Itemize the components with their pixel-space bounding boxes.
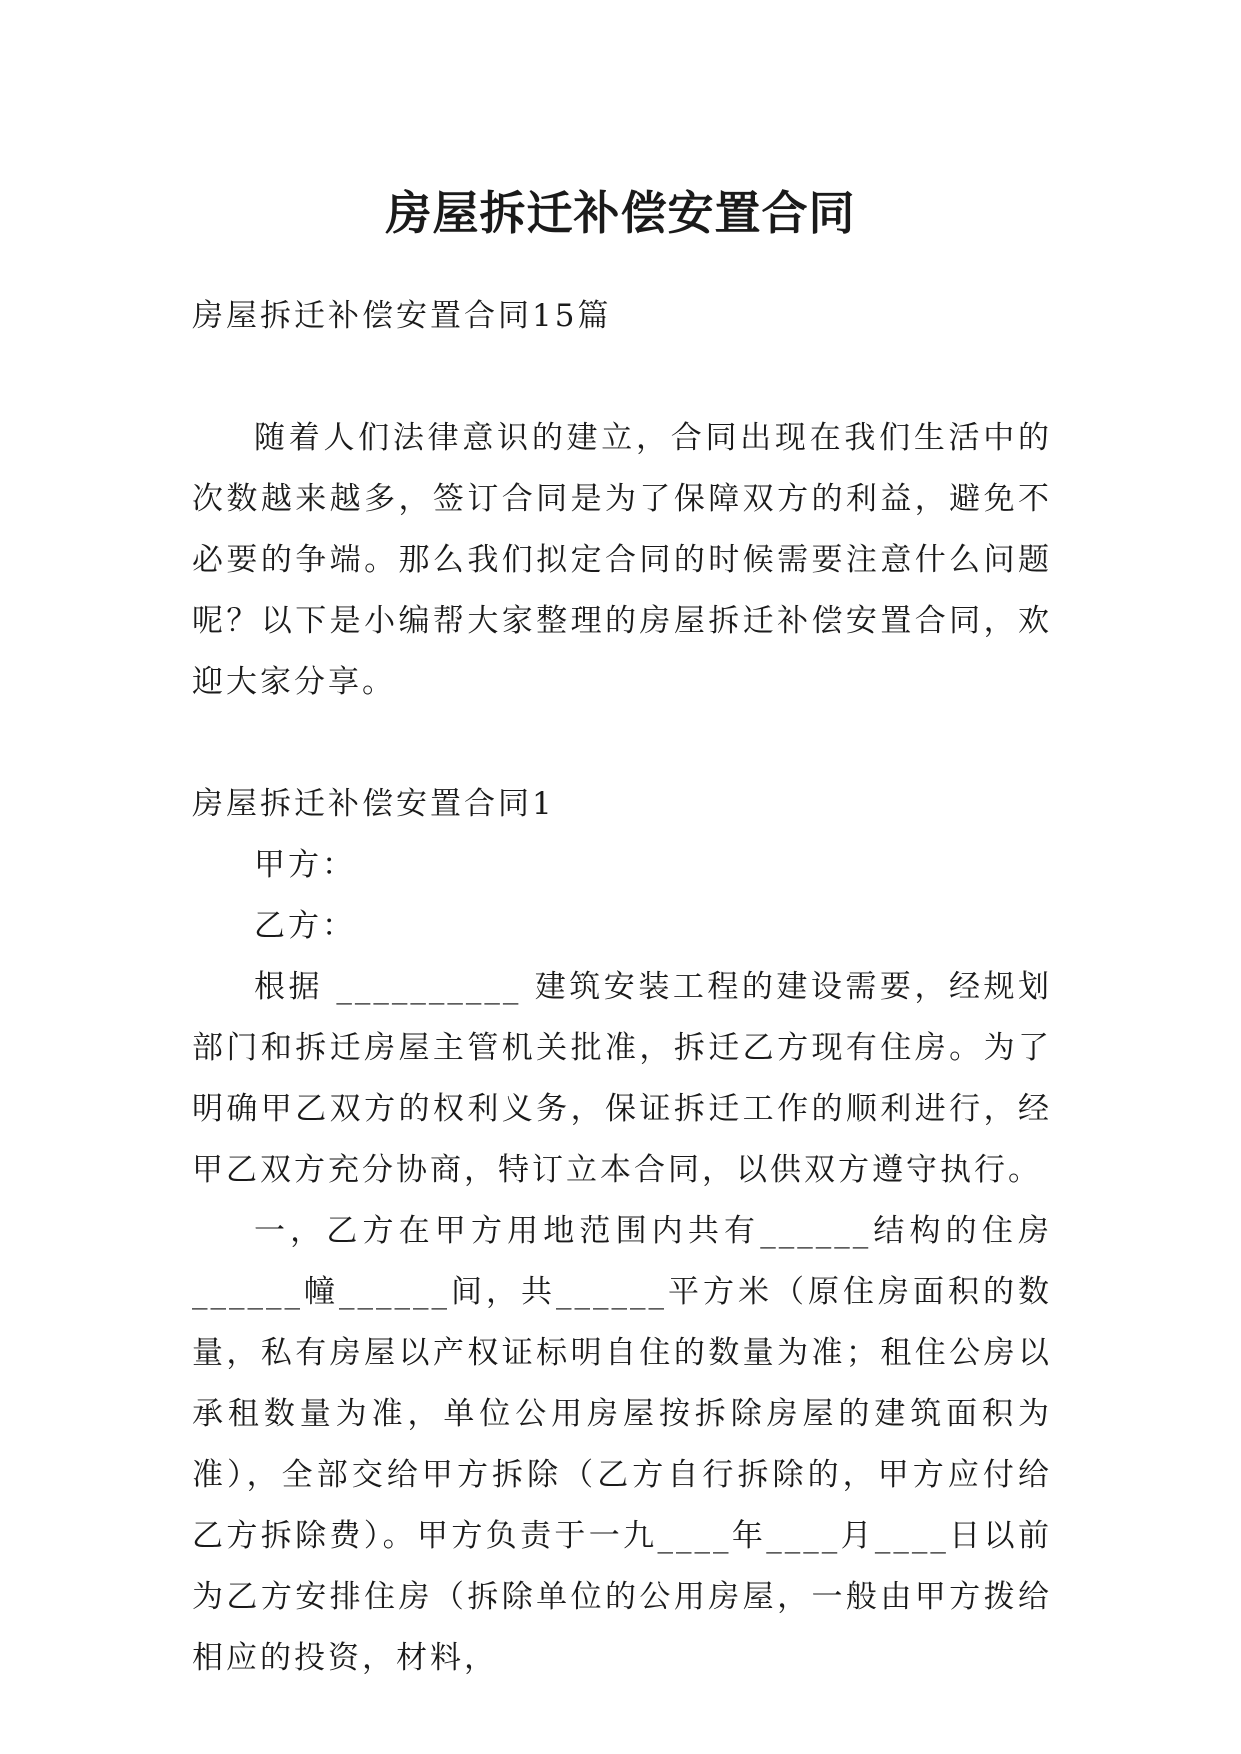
- basis-paragraph: 根据 __________ 建筑安装工程的建设需要，经规划部门和拆迁房屋主管机关批准，拆迁乙方现有住房。为了明确甲乙双方的权利义务，保证拆迁工作的顺利进行，经甲乙双方充分协商，特订立本合同，以供双方遵守执行。: [192, 969, 1052, 1188]
- intro-paragraph: 随着人们法律意识的建立，合同出现在我们生活中的次数越来越多，签订合同是为了保障双方的利益，避免不必要的争端。那么我们拟定合同的时候需要注意什么问题呢？以下是小编帮大家整理的房屋拆迁补偿安置合同，欢迎大家分享。: [192, 420, 1052, 700]
- clause-one-paragraph: 一，乙方在甲方用地范围内共有______结构的住房______幢______间，共______平方米（原住房面积的数量，私有房屋以产权证标明自住的数量为准；租住公房以承租数量为准，单位公用房屋按拆除房屋的建筑面积为准），全部交给甲方拆除（乙方自行拆除的，甲方应付给乙方拆除费）。甲方负责于一九____年____月____日以前为乙方安排住房（拆除单位的公用房屋，一般由甲方拨给相应的投资，材料，: [192, 1213, 1052, 1676]
- section-heading: 房屋拆迁补偿安置合同1: [192, 786, 555, 822]
- document-subtitle: 房屋拆迁补偿安置合同15篇: [192, 298, 612, 334]
- document-body: [192, 286, 1052, 1689]
- party-b-label: 乙方：: [254, 908, 356, 944]
- document-title: 房屋拆迁补偿安置合同: [385, 185, 856, 240]
- party-a-label: 甲方：: [254, 847, 356, 883]
